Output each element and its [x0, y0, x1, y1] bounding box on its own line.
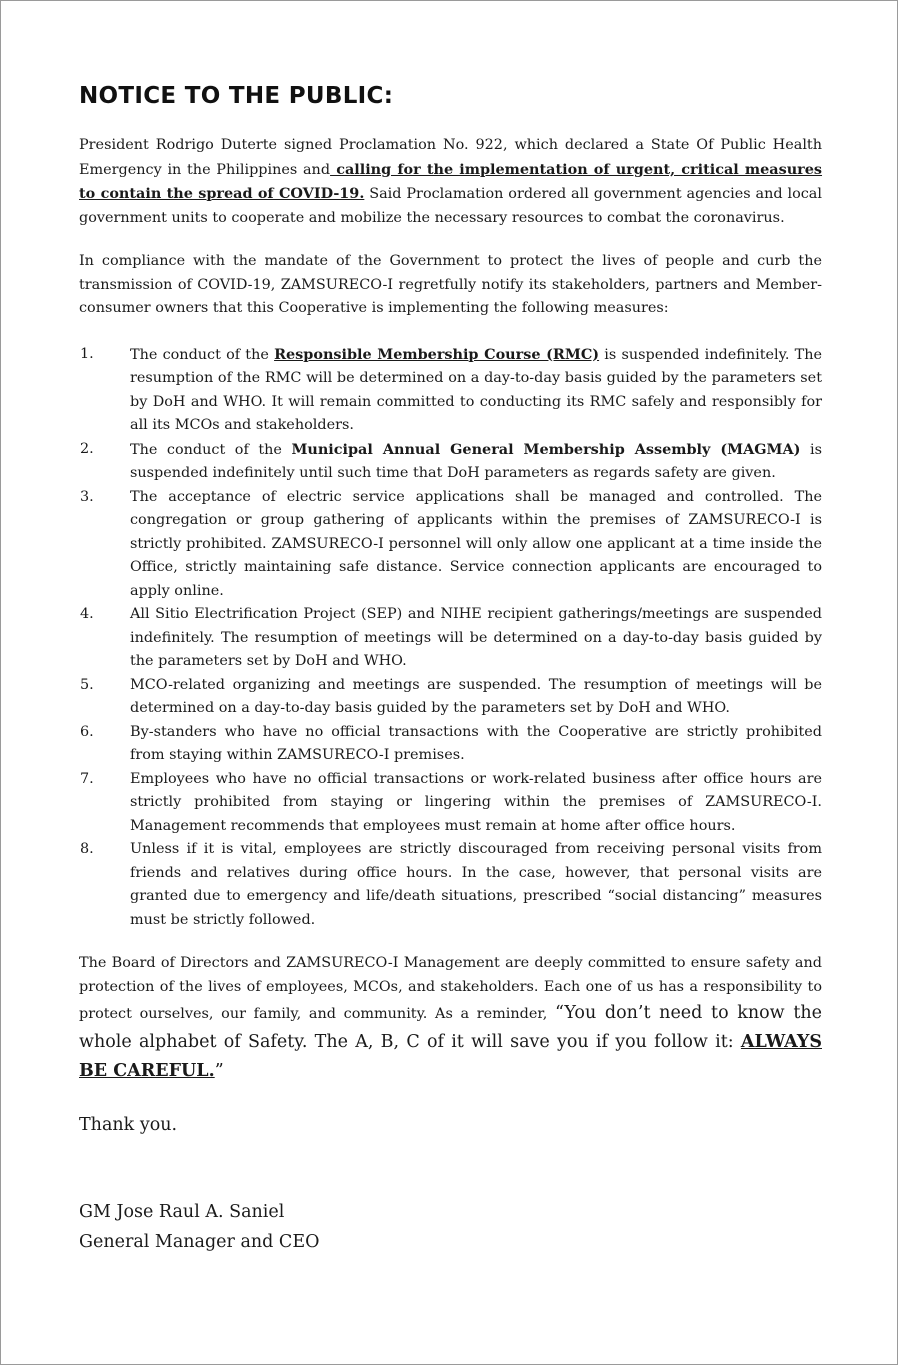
paragraph-closing: [79, 952, 822, 1086]
rmc-emphasis: Responsible Membership Course (RMC): [274, 345, 600, 363]
signatory-position: General Manager and CEO: [79, 1232, 320, 1252]
list-item-text: Employees who have no official transactions or work-related business after office hours are strictly prohibited from staying or lingering within the premises of ZAMSURECO-I. Management recommends that employees must remain at home after office hours.: [130, 770, 822, 834]
list-item-text: By-standers who have no official transactions with the Cooperative are strictly prohibited from staying within ZAMSURECO-I premises.: [130, 723, 822, 763]
list-item: [79, 343, 822, 438]
thank-you-line: Thank you.: [79, 1115, 178, 1135]
list-item-text: The acceptance of electric service applications shall be managed and controlled. The congregation or group gathering of applicants within the premises of ZAMSURECO-I is strictly prohibited. ZAMSURECO-I personnel will only allow one applicant at a time inside the Office, strictly maintaining safe distance. Service connection applicants are encouraged to apply online.: [130, 488, 822, 599]
list-item-text: Unless if it is vital, employees are strictly discouraged from receiving personal visits from friends and relatives during office hours. In the case, however, that personal visits are granted due to emergency and life/death situations, prescribed “social distancing” measures must be strictly followed.: [130, 841, 822, 928]
list-item-number: 7.: [80, 770, 94, 787]
list-item-text: is suspended indefinitely until such time that DoH parameters as regards safety are given.: [130, 441, 822, 481]
closing-text: The Board of Directors and ZAMSURECO-I Management are deeply committed to ensure safety and protection of the lives of employees, MCOs, and stakeholders. Each one of us has a responsibility to protect ourselves, our family, and community. As a reminder,: [79, 955, 822, 1022]
list-item: [79, 721, 822, 768]
paragraph-compliance: In compliance with the mandate of the Government to protect the lives of people and curb the transmission of COVID-19, ZAMSURECO-I regretfully notify its stakeholders, partners and Member-consumer owners that this Cooperative is implementing the following measures:: [79, 253, 822, 316]
list-item: [79, 838, 822, 932]
list-item: [79, 768, 822, 839]
proclamation-text-a: President Rodrigo Duterte signed Proclamation No. 922, which declared a State Of Public Health Emergency in the Philippines and: [79, 137, 822, 178]
safety-quote: “You don’t need to know the whole alphabet of Safety. The A, B, C of it will save you if you follow it:: [79, 1003, 822, 1052]
signatory-name: GM Jose Raul A. Saniel: [79, 1202, 285, 1222]
list-item: [79, 674, 822, 721]
list-item-number: 6.: [80, 723, 94, 740]
list-item-number: 4.: [80, 606, 94, 622]
magma-emphasis: Municipal Annual General Membership Assembly (MAGMA): [291, 440, 801, 458]
list-item-number: 2.: [80, 440, 94, 457]
list-item-text: MCO-related organizing and meetings are suspended. The resumption of meetings will be determined on a day-to-day basis guided by the parameters set by DoH and WHO.: [130, 676, 822, 716]
safety-quote-emphasis: ALWAYS BE CAREFUL.: [79, 1032, 822, 1081]
list-item: [79, 438, 822, 486]
list-item: [79, 486, 822, 604]
safety-quote-end: ”: [214, 1061, 224, 1081]
list-item-text: is suspended indefinitely. The resumption of the RMC will be determined on a day-to-day basis guided by the parameters set by DoH and WHO. It will remain committed to conducting its RMC safely and responsibly for all its MCOs and stakeholders.: [130, 346, 822, 433]
notice-body: [79, 83, 822, 1257]
list-item-text: All Sitio Electrification Project (SEP) and NIHE recipient gatherings/meetings are suspended indefinitely. The resumption of meetings will be determined on a day-to-day basis guided by the parameters set by DoH and WHO.: [130, 606, 822, 669]
paragraph-proclamation: [79, 134, 822, 230]
list-item-number: 1.: [80, 345, 94, 362]
notice-title: NOTICE TO THE PUBLIC:: [79, 83, 394, 109]
signature-block: [79, 1197, 822, 1257]
list-item-number: 8.: [80, 841, 94, 857]
measures-list: [79, 343, 822, 933]
list-item-number: 5.: [80, 676, 94, 693]
proclamation-emphasis: calling for the implementation of urgent, critical measures to contain the spread of COVID-19.: [79, 160, 823, 202]
list-item-number: 3.: [80, 488, 94, 505]
list-item-text: The conduct of the: [130, 441, 292, 458]
list-item-text: The conduct of the: [130, 346, 275, 363]
proclamation-text-c: Said Proclamation ordered all government agencies and local government units to cooperate and mobilize the necessary resources to combat the coronavirus.: [79, 186, 822, 226]
list-item: [79, 603, 822, 674]
